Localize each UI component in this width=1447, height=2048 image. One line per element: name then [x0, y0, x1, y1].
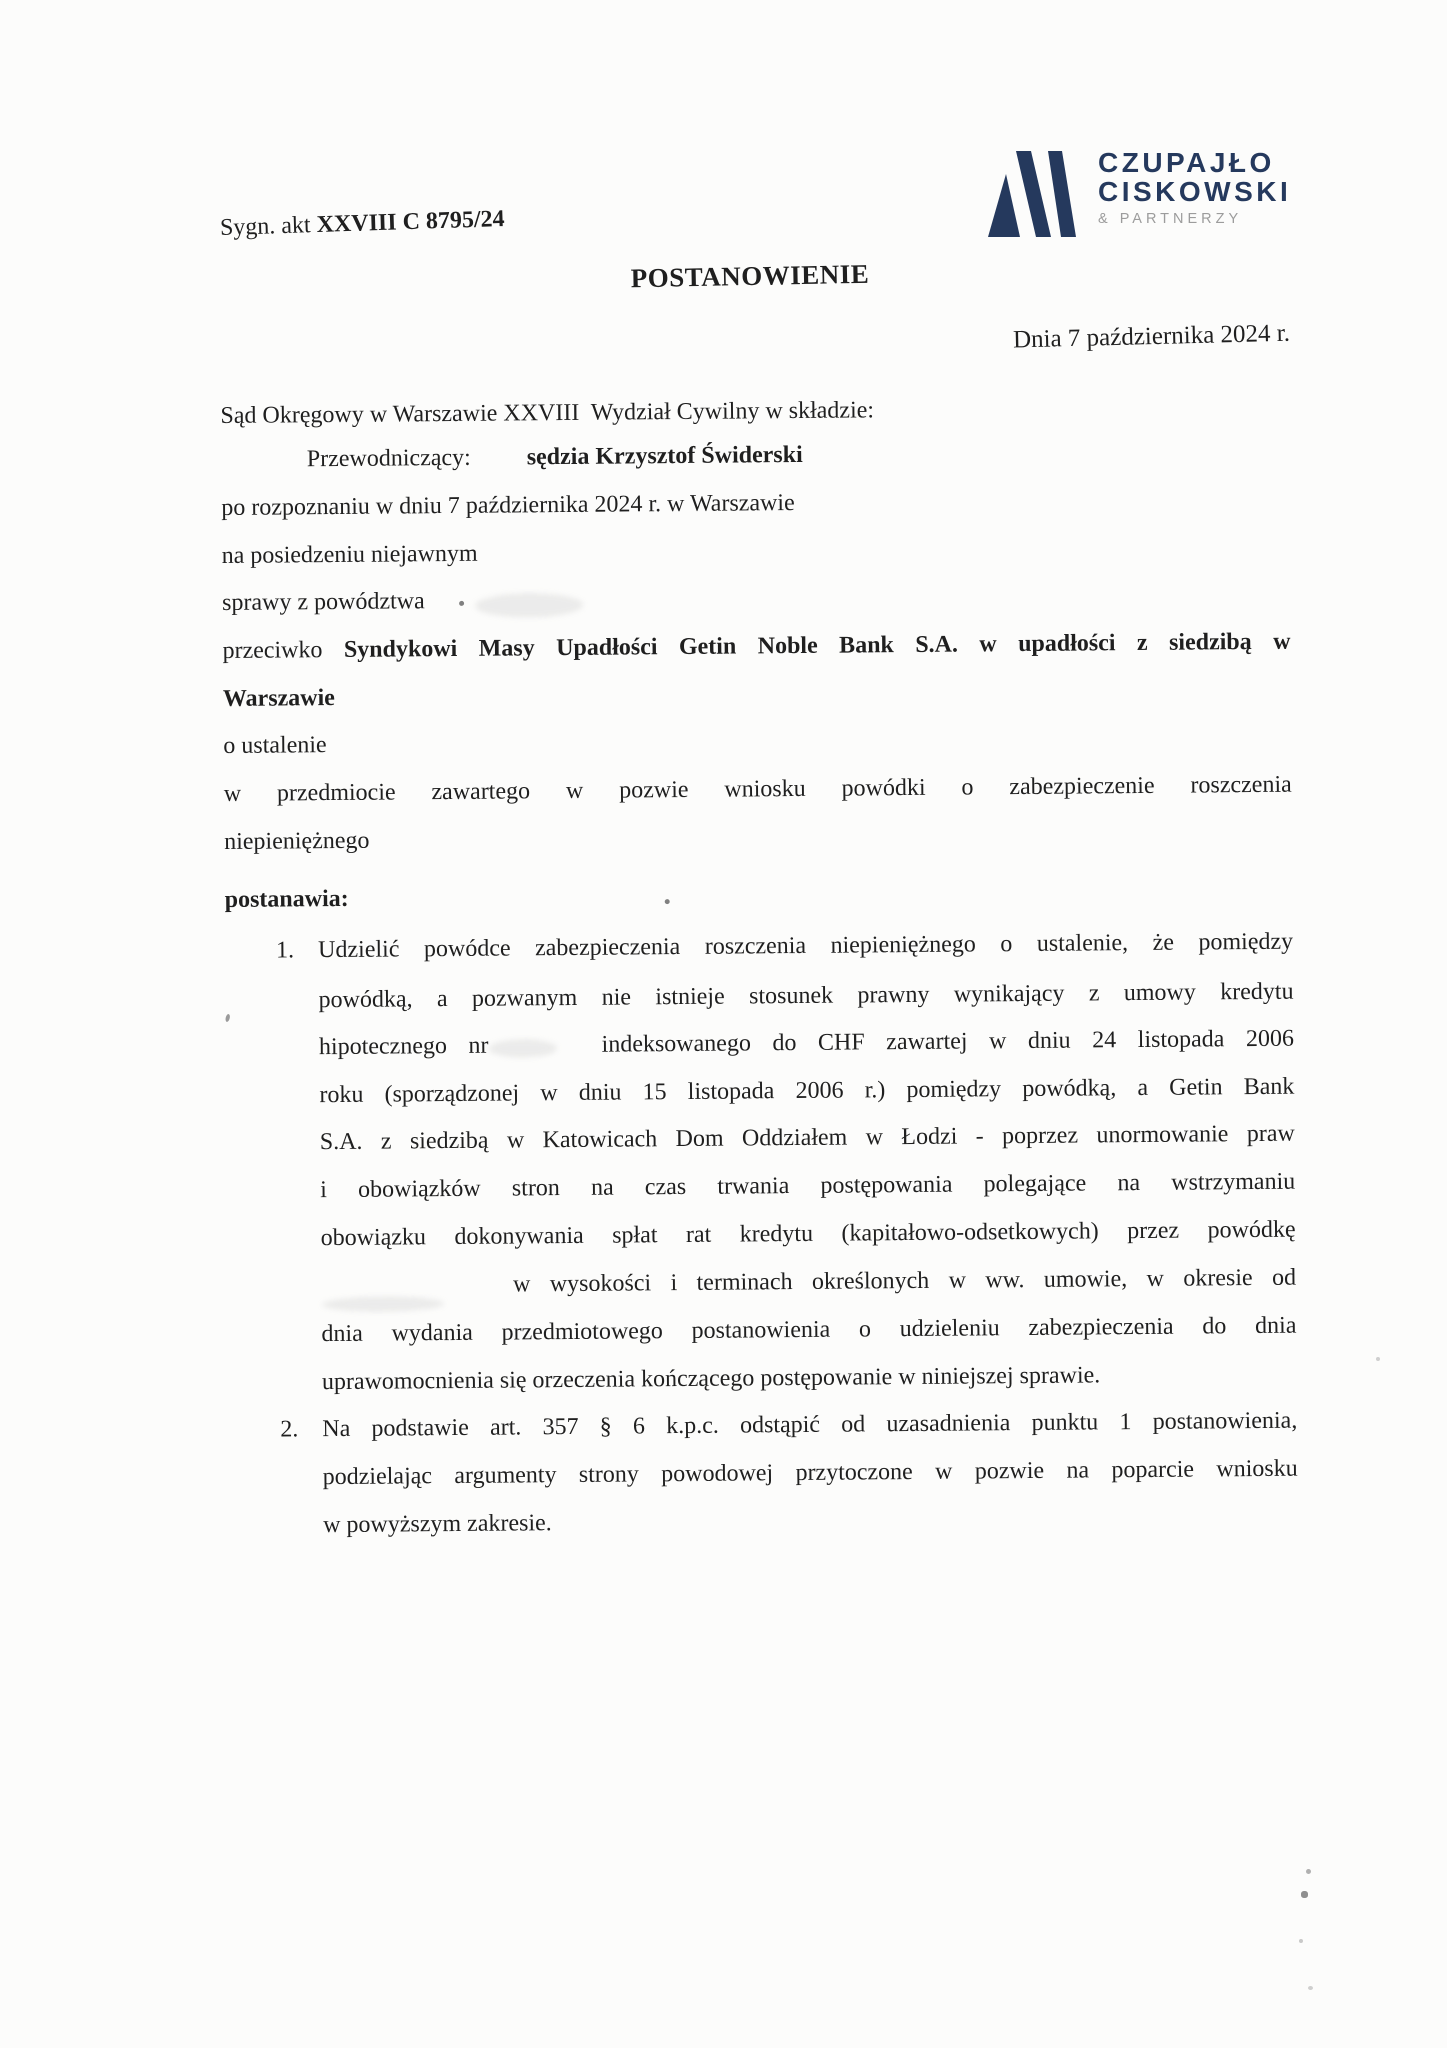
ruling-1-line-3-part-b: indeksowanego do CHF zawartej w dniu 24 listopada 2006	[601, 1025, 1295, 1058]
presiding-label: Przewodniczący:	[306, 444, 471, 473]
ruling-1-line-2: powódką, a pozwanym nie istnieje stosunek prawny wynikający z umowy kredytu	[318, 978, 1294, 1014]
ruling-1-line-1: Udzielić powódce zabezpieczenia roszczenia niepieniężnego o ustalenie, że pomiędzy	[318, 928, 1294, 964]
redacted-gap	[510, 1051, 580, 1053]
logo-partners: & PARTNERZY	[1098, 211, 1243, 227]
ruling-2-number: 2.	[280, 1416, 299, 1443]
ruling-2-line-1: Na podstawie art. 357 § 6 k.p.c. odstąpić od uzasadnienia punktu 1 postanowienia,	[322, 1407, 1298, 1443]
court-composition-line: Sąd Okręgowy w Warszawie XXVIII Wydział Cywilny w składzie:	[220, 397, 875, 430]
ruling-1-line-9: dnia wydania przedmiotowego postanowienia o udzieleniu zabezpieczenia do dnia	[321, 1312, 1297, 1348]
scan-artifact-dot	[665, 899, 670, 904]
case-label: Sygn. akt	[219, 212, 312, 241]
ruling-2-line-3: w powyższym zakresie.	[323, 1510, 552, 1539]
scan-artifact-redaction-smudge	[475, 593, 583, 618]
ruling-1-line-3	[319, 1023, 1294, 1064]
session-line: na posiedzeniu niejawnym	[221, 540, 478, 569]
scan-artifact-dot	[459, 601, 464, 606]
ruling-1-line-3-part-a: hipotecznego nr	[318, 1032, 489, 1061]
date-line: Dnia 7 października 2024 r.	[1012, 319, 1291, 354]
ruling-1-line-10: uprawomocnienia się orzeczenia kończącego postępowanie w niniejszej sprawie.	[321, 1362, 1101, 1396]
ruling-1-line-7: obowiązku dokonywania spłat rat kredytu (kapitałowo-odsetkowych) przez powódkę	[320, 1216, 1296, 1252]
scope-line-2: niepieniężnego	[224, 827, 370, 855]
ruling-1-line-5: S.A. z siedzibą w Katowicach Dom Oddziałem w Łodzi - poprzez unormowanie praw	[319, 1120, 1295, 1156]
decides-label: postanawia:	[224, 885, 349, 913]
ruling-1-number: 1.	[276, 937, 295, 964]
defendant-name: Syndykowi Masy Upadłości Getin Noble Bank S.A. w upadłości z siedzibą w	[343, 628, 1291, 663]
presiding-judge: sędzia Krzysztof Świderski	[526, 441, 803, 471]
ruling-1-line-4: roku (sporządzonej w dniu 15 listopada 2006 r.) pomiędzy powódką, a Getin Bank	[319, 1073, 1295, 1109]
defendant-city-line: Warszawie	[222, 685, 336, 712]
document-title: POSTANOWIENIE	[630, 258, 870, 294]
logo-name-line1: CZUPAJŁO	[1098, 147, 1275, 178]
scan-artifact-speck	[225, 1014, 231, 1023]
ruling-2-line-2: podzielając argumenty strony powodowej przytoczone w pozwie na poparcie wniosku	[322, 1455, 1298, 1491]
hearing-line: po rozpoznaniu w dniu 7 października 2024 r. w Warszawie	[221, 489, 795, 522]
case-number: XXVIII C 8795/24	[316, 206, 505, 238]
defendant-line	[222, 626, 1290, 667]
presiding-line	[307, 439, 803, 475]
logo-name-line2: CISKOWSKI	[1098, 176, 1292, 207]
claim-line: sprawy z powództwa	[221, 588, 425, 616]
ruling-1-line-6: i obowiązków stron na czas trwania postępowania polegające na wstrzymaniu	[320, 1168, 1296, 1204]
ruling-1-line-8: w wysokości i terminach określonych w ww. umowie, w okresie od	[512, 1264, 1297, 1298]
defendant-prefix: przeciwko	[222, 637, 323, 664]
subject-line: o ustalenie	[223, 732, 327, 759]
scope-line-1: w przedmiocie zawartego w pozwie wniosku powódki o zabezpieczenie roszczenia	[223, 771, 1292, 807]
